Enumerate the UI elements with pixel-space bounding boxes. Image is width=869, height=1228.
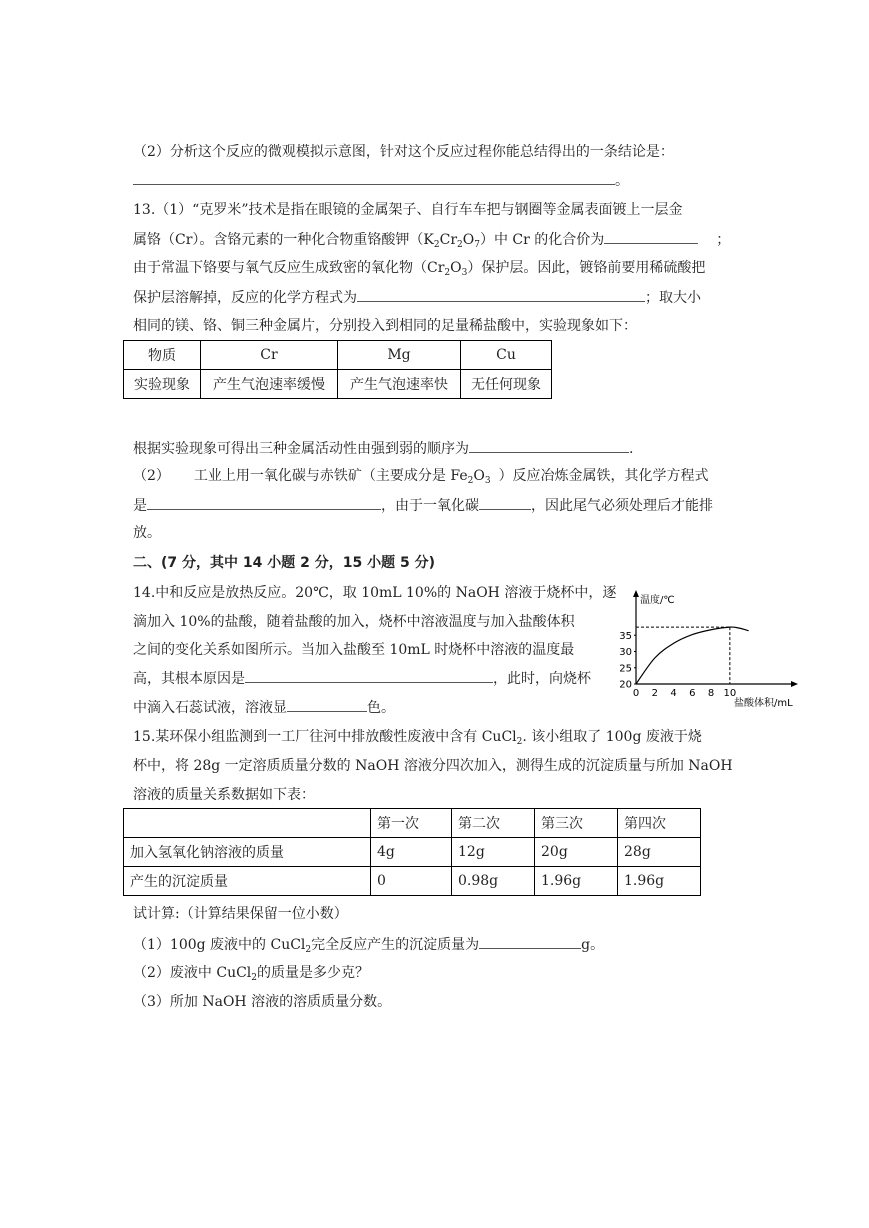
q13-line-9: 放。 <box>133 525 161 541</box>
q15-line-2: 杯中，将 28g 一定溶质质量分数的 NaOH 溶液分四次加入，测得生成的沉淀质量与所加 NaOH <box>133 758 733 774</box>
temperature-curve <box>636 627 749 684</box>
table-cell: 无任何现象 <box>461 370 552 399</box>
table-cell: 产生的沉淀质量 <box>124 867 371 896</box>
q13-line-6: 根据实验现象可得出三种金属活动性由强到弱的顺序为 . <box>133 438 633 459</box>
y-tick-label: 35 <box>619 630 632 642</box>
x-axis-label: 盐酸体积/mL <box>734 698 793 707</box>
y-axis-label: 温度/℃ <box>640 595 675 606</box>
table-cell: 第一次 <box>371 809 452 838</box>
color-blank[interactable] <box>287 697 367 712</box>
q15-line-3: 溶液的质量关系数据如下表： <box>133 787 315 803</box>
y-tick-label: 20 <box>619 679 632 691</box>
q13-line-7: （2） 工业上用一氧化碳与赤铁矿（主要成分是 $Fe_2O_3$ ）反应冶炼金属铁，其化学方程式 <box>133 468 709 486</box>
table-cell: 0.98g <box>452 867 535 896</box>
table-cell: 物质 <box>124 341 201 370</box>
q14-line-1: 14.中和反应是放热反应。20℃，取 10mL 10%的 NaOH 溶液于烧杯中，逐 <box>133 585 617 601</box>
table-cell: 产生气泡速率缓慢 <box>201 370 338 399</box>
waste-liquid-table <box>123 808 701 896</box>
x-tick-label: 2 <box>651 688 658 699</box>
calc-note: 试计算:（计算结果保留一位小数） <box>133 906 348 922</box>
co-property-blank[interactable] <box>479 495 531 510</box>
q14-line-3: 之间的变化关系如图所示。当加入盐酸至 10mL 时烧杯中溶液的温度最 <box>133 642 575 658</box>
section-2-heading: 二、(7 分，其中 14 小题 2 分，15 小题 5 分) <box>133 555 435 571</box>
precipitate-mass-blank[interactable] <box>479 934 581 949</box>
q15-line-1: 15.某环保小组监测到一工厂往河中排放酸性废液中含有 CuCl$_2$. 该小组取了 100g 废液于烧 <box>133 729 702 747</box>
end-mark: 。 <box>615 173 629 189</box>
q13-line-1: 13.（1）“克罗米”技术是指在眼镜的金属架子、自行车车把与钢圈等金属表面镀上一层金 <box>133 202 683 218</box>
x-tick-label: 4 <box>670 688 677 699</box>
q12-part2-text: （2）分析这个反应的微观模拟示意图，针对这个反应过程你能总结得出的一条结论是： <box>133 144 674 160</box>
table-cell: 12g <box>452 838 535 867</box>
x-tick-label: 0 <box>632 688 640 699</box>
q15-sub-2: （2）废液中 CuCl$_2$的质量是多少克？ <box>133 965 370 983</box>
q13-line-8: 是 ，由于一氧化碳 ，因此尾气必须处理后才能排 <box>133 495 713 516</box>
q13-line-2: 属铬（Cr）。含铬元素的一种化合物重铬酸钾$(K_2Cr_2O_7)$中 Cr 的化合价为 ； <box>133 229 730 250</box>
q13-line-3: 由于常温下铬要与氧气反应生成致密的氧化物$(Cr_2O_3)$保护层。因此，镀铬前要用稀硫酸把 <box>133 260 706 278</box>
q14-line-5: 中滴入石蕊试液，溶液显 色。 <box>133 697 395 718</box>
table-cell: 4g <box>371 838 452 867</box>
y-tick-label: 30 <box>619 647 632 658</box>
table-row <box>124 370 552 399</box>
table-cell: 加入氢氧化钠溶液的质量 <box>124 838 371 867</box>
temperature-chart <box>616 587 802 707</box>
table-cell: 1.96g <box>535 867 618 896</box>
table-cell: 1.96g <box>618 867 701 896</box>
table-cell: 第四次 <box>618 809 701 838</box>
q15-sub-3: （3）所加 NaOH 溶液的溶质质量分数。 <box>133 994 392 1010</box>
q14-line-4: 高，其根本原因是 ，此时，向烧杯 <box>133 668 591 689</box>
table-cell: 0 <box>371 867 452 896</box>
y-axis-arrow <box>633 590 639 597</box>
table-cell: 实验现象 <box>124 370 201 399</box>
metal-reaction-table <box>123 340 552 399</box>
table-row <box>124 838 701 867</box>
table-row <box>124 809 701 838</box>
valence-blank[interactable] <box>604 229 698 244</box>
q13-line-4: 保护层溶解掉，反应的化学方程式为 ；取大小 <box>133 287 701 308</box>
table-cell: 28g <box>618 838 701 867</box>
table-row <box>124 341 552 370</box>
table-row <box>124 867 701 896</box>
reason-blank[interactable] <box>245 668 493 683</box>
q15-sub-1: （1）100g 废液中的 CuCl$_2$完全反应产生的沉淀质量为 g。 <box>133 934 604 955</box>
iron-equation-blank[interactable] <box>147 495 381 510</box>
table-cell: 产生气泡速率快 <box>338 370 461 399</box>
y-tick-label: 25 <box>619 663 632 675</box>
table-cell: 第三次 <box>535 809 618 838</box>
table-cell: Cu <box>461 341 552 370</box>
q12-answer-line[interactable] <box>133 170 629 191</box>
activity-order-blank[interactable] <box>469 438 629 453</box>
table-cell: Mg <box>338 341 461 370</box>
x-tick-label: 8 <box>707 688 715 699</box>
x-tick-label: 6 <box>689 688 696 699</box>
table-cell: 第二次 <box>452 809 535 838</box>
equation-blank[interactable] <box>357 287 645 302</box>
table-cell: 20g <box>535 838 618 867</box>
table-cell: Cr <box>201 341 338 370</box>
x-tick-label: 10 <box>723 688 737 699</box>
x-axis-arrow <box>791 681 798 687</box>
table-cell <box>124 809 371 838</box>
q14-line-2: 滴加入 10%的盐酸，随着盐酸的加入，烧杯中溶液温度与加入盐酸体积 <box>133 614 575 630</box>
q13-line-5: 相同的镁、铬、铜三种金属片，分别投入到相同的足量稀盐酸中，实验现象如下： <box>133 318 637 334</box>
